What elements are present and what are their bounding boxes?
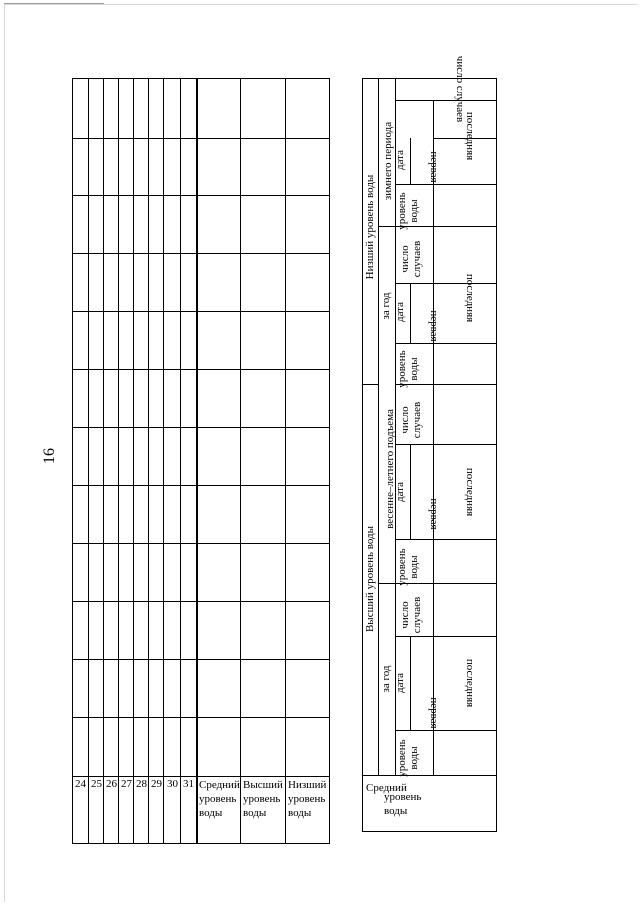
row-label-high: Высший уровень воды [243,779,283,819]
poslednyaya-label: последняя [464,273,476,323]
data-header: дата [394,149,406,171]
day-label: 27 [121,778,132,790]
uroven-header: уровень воды [396,350,420,388]
poslednyaya-label: последняя [464,658,476,708]
row-label-low: Низший уровень воды [288,779,327,819]
avg-level-header: Средний [366,782,407,794]
chislo-header: число случаев [399,401,423,439]
pervaya-label: первая [428,697,440,729]
pervaya-label: первая [428,151,440,183]
row-label-avg: Средний уровень воды [199,779,240,819]
uroven-header: уровень воды [396,192,420,230]
chislo-header: число случаев [399,596,423,634]
high-level-header: Высший уровень воды [364,525,376,633]
pervaya-label: первая [428,498,440,530]
uroven-header: уровень воды [396,548,420,586]
chislo-header: число случаев [399,240,423,278]
day-label: 24 [75,778,86,790]
day-label: 28 [136,778,147,790]
pervaya-label: первая [428,310,440,342]
zimnego-header: зимнего периода [382,121,394,201]
day-label: 29 [151,778,162,790]
chislo-sluchaev-label: число случаев [454,55,466,123]
vesenne-header: весенне–летнего подъема [384,409,396,529]
uroven-header: уровень воды [396,739,420,777]
day-label: 30 [167,778,178,790]
data-header: дата [394,481,406,503]
data-header: дата [394,301,406,323]
data-header: дата [394,672,406,694]
poslednyaya-label: последняя [464,467,476,517]
day-label: 31 [183,778,194,790]
avg-level-header-2: уровень воды [384,791,422,817]
poslednyaya-label: последняя [464,111,476,161]
page-number: 16 [41,448,58,464]
za-god-high: за год [380,665,392,693]
za-god-low: за год [380,292,392,320]
day-label: 25 [91,778,102,790]
day-label: 26 [106,778,117,790]
low-level-header: Низший уровень воды [364,174,376,280]
top-rule [4,3,104,4]
